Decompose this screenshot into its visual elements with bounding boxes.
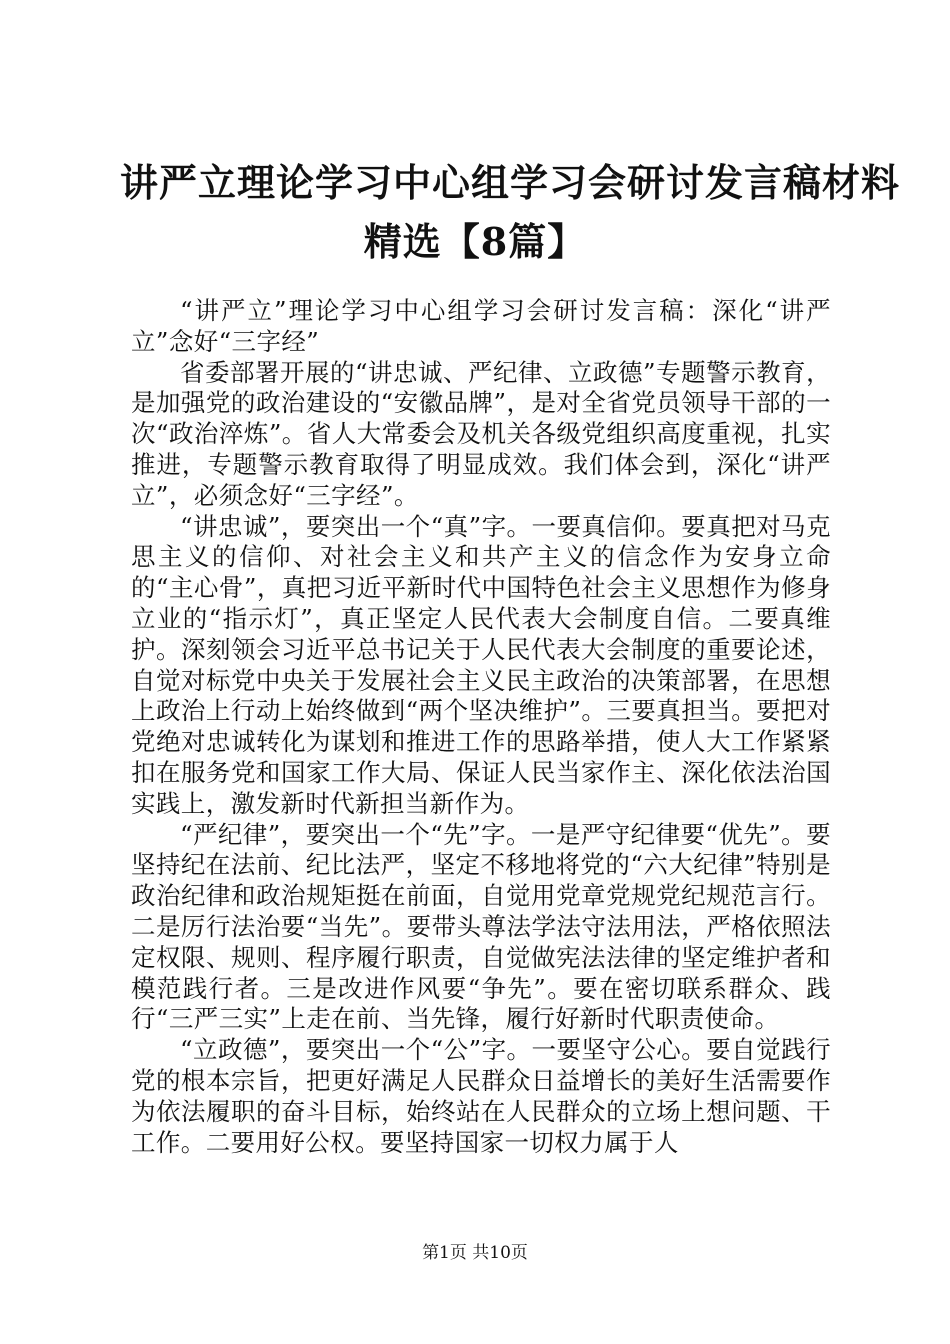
paragraph-subtitle: “讲严立”理论学习中心组学习会研讨发言稿：深化“讲严立”念好“三字经” bbox=[131, 296, 831, 356]
document-title-line-2: 精选【8篇】 bbox=[363, 219, 587, 264]
document-title-line-1: 讲严立理论学习中心组学习会研讨发言稿材料 bbox=[120, 160, 901, 205]
paragraph-virtue: “立政德”，要突出一个“公”字。一要坚守公心。要自觉践行党的根本宗旨，把更好满足人民群众日益增长的美好生活需要作为依法履职的奋斗目标，始终站在人民群众的立场上想问题、干工作。二要用好公权。要坚持国家一切权力属于人 bbox=[131, 1035, 831, 1157]
paragraph-loyalty: “讲忠诚”，要突出一个“真”字。一要真信仰。要真把对马克思主义的信仰、对社会主义和共产主义的信念作为安身立命的“主心骨”，真把习近平新时代中国特色社会主义思想作为修身立业的“指示灯”，真正坚定人民代表大会制度自信。二要真维护。深刻领会习近平总书记关于人民代表大会制度的重要论述，自觉对标党中央关于发展社会主义民主政治的决策部署，在思想上政治上行动上始终做到“两个坚决维护”。三要真担当。要把对党绝对忠诚转化为谋划和推进工作的思路举措，使人大工作紧紧扣在服务党和国家工作大局、保证人民当家作主、深化依法治国实践上，激发新时代新担当新作为。 bbox=[131, 511, 831, 818]
document-body bbox=[131, 296, 831, 1158]
paragraph-discipline: “严纪律”，要突出一个“先”字。一是严守纪律要“优先”。要坚持纪在法前、纪比法严，坚定不移地将党的“六大纪律”特别是政治纪律和政治规矩挺在前面，自觉用党章党规党纪规范言行。二是厉行法治要“当先”。要带头尊法学法守法用法，严格依照法定权限、规则、程序履行职责，自觉做宪法法律的坚定维护者和模范践行者。三是改进作风要“争先”。要在密切联系群众、践行“三严三实”上走在前、当先锋，履行好新时代职责使命。 bbox=[131, 819, 831, 1034]
paragraph-intro: 省委部署开展的“讲忠诚、严纪律、立政德”专题警示教育，是加强党的政治建设的“安徽品牌”，是对全省党员领导干部的一次“政治淬炼”。省人大常委会及机关各级党组织高度重视，扎实推进，专题警示教育取得了明显成效。我们体会到，深化“讲严立”，必须念好“三字经”。 bbox=[131, 357, 831, 510]
page-number-footer: 第1页 共10页 bbox=[422, 1243, 528, 1263]
